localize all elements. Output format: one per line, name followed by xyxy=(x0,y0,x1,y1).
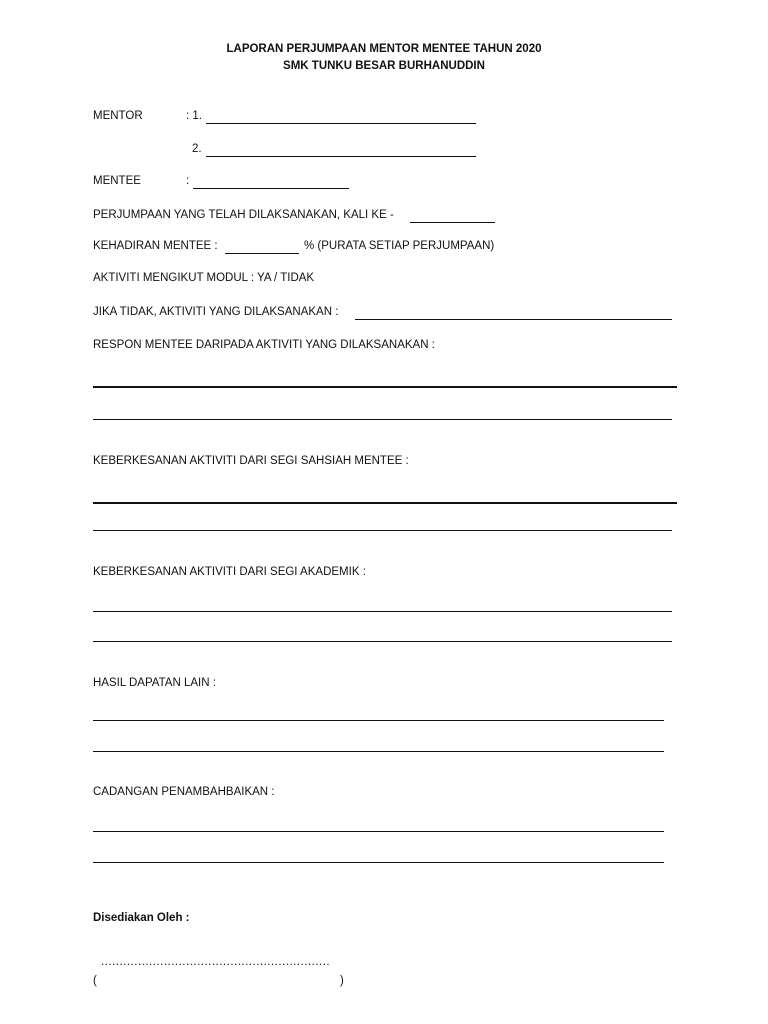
name-paren-close: ) xyxy=(340,975,344,987)
sahsiah-line-2[interactable] xyxy=(93,530,672,531)
jika-tidak-label: JIKA TIDAK, AKTIVITI YANG DILAKSANAKAN : xyxy=(93,306,339,318)
cadangan-label: CADANGAN PENAMBAHBAIKAN : xyxy=(93,786,275,798)
mentee-field[interactable] xyxy=(193,188,349,189)
mentor-label: MENTOR xyxy=(93,110,143,122)
kehadiran-suffix: % (PURATA SETIAP PERJUMPAAN) xyxy=(304,240,495,252)
mentor-1-label: : 1. xyxy=(186,110,202,122)
akademik-line-2[interactable] xyxy=(93,641,672,642)
mentor-2-field[interactable] xyxy=(206,156,476,157)
sahsiah-label: KEBERKESANAN AKTIVITI DARI SEGI SAHSIAH MENTEE : xyxy=(93,455,409,467)
kehadiran-field[interactable] xyxy=(225,253,299,254)
school-name: SMK TUNKU BESAR BURHANUDDIN xyxy=(283,60,485,72)
akademik-label: KEBERKESANAN AKTIVITI DARI SEGI AKADEMIK : xyxy=(93,566,366,578)
sahsiah-line-1[interactable] xyxy=(93,502,677,504)
hasil-label: HASIL DAPATAN LAIN : xyxy=(93,677,216,689)
mentee-label: MENTEE xyxy=(93,175,141,187)
disediakan-label: Disediakan Oleh : xyxy=(93,912,190,924)
perjumpaan-field[interactable] xyxy=(410,222,495,223)
name-paren-open: ( xyxy=(93,975,97,987)
akademik-line-1[interactable] xyxy=(93,611,672,612)
hasil-line-2[interactable] xyxy=(93,751,664,752)
mentee-colon: : xyxy=(186,175,190,187)
kehadiran-label: KEHADIRAN MENTEE : xyxy=(93,240,218,252)
respon-label: RESPON MENTEE DARIPADA AKTIVITI YANG DILAKSANAKAN : xyxy=(93,339,435,351)
hasil-line-1[interactable] xyxy=(93,720,664,721)
cadangan-line-1[interactable] xyxy=(93,831,664,832)
cadangan-line-2[interactable] xyxy=(93,862,664,863)
mentor-2-label: 2. xyxy=(192,143,202,155)
respon-line-1[interactable] xyxy=(93,386,677,388)
signature-dots[interactable]: .............................................................. xyxy=(101,956,331,968)
aktiviti-modul-label: AKTIVITI MENGIKUT MODUL : YA / TIDAK xyxy=(93,272,315,284)
jika-tidak-field[interactable] xyxy=(355,319,672,320)
form-title: LAPORAN PERJUMPAAN MENTOR MENTEE TAHUN 2020 xyxy=(226,43,542,55)
perjumpaan-label: PERJUMPAAN YANG TELAH DILAKSANAKAN, KALI KE - xyxy=(93,209,394,221)
mentor-1-field[interactable] xyxy=(206,123,476,124)
respon-line-2[interactable] xyxy=(93,419,672,420)
